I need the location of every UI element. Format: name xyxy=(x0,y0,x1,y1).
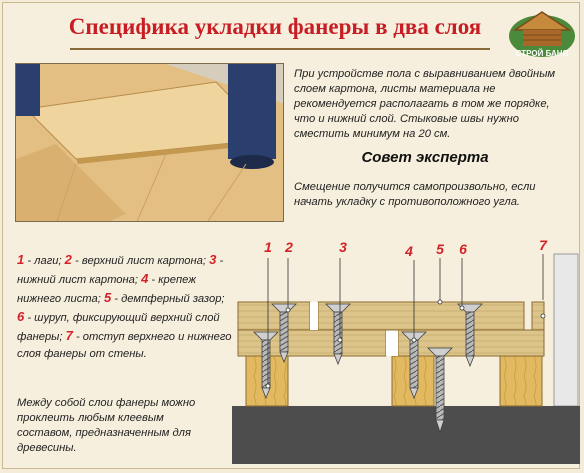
legend-num: 5 xyxy=(103,290,112,305)
diagram-label: 7 xyxy=(539,237,547,253)
diagram-label: 2 xyxy=(285,239,293,255)
brand-logo xyxy=(505,6,579,60)
joist xyxy=(500,356,542,406)
damper-gap xyxy=(386,330,398,356)
legend-num: 6 xyxy=(17,309,25,324)
page-title: Специфика укладки фанеры в два слоя xyxy=(68,14,482,39)
diagram-label: 1 xyxy=(264,239,272,255)
legend-text: - отступ верхнего и нижнего слоя фанеры от стены. xyxy=(17,331,232,360)
logo-text: СТРОЙ БАНЯ xyxy=(515,49,569,58)
layout-paragraph: При устройстве пола с выравниванием двойным слоем картона, листы материала не рекомендуется располагать в том же порядке, что и нижний слой. Стыковые швы нужно сместить минимум на 20 см. xyxy=(294,68,556,140)
legend-num: 4 xyxy=(141,271,149,286)
legend-num: 2 xyxy=(64,252,72,267)
legend-num: 1 xyxy=(17,252,25,267)
legend-num: 7 xyxy=(65,328,73,343)
diagram-label: 3 xyxy=(339,239,347,255)
floor-photo xyxy=(15,63,284,222)
concrete-floor xyxy=(232,406,580,464)
legend-text: - шуруп, фиксирующий верхний слой фанеры; xyxy=(17,312,220,343)
legend-text: - лаги; xyxy=(24,255,65,267)
wall xyxy=(554,254,578,406)
diagram-label: 6 xyxy=(459,241,467,257)
layer-diagram xyxy=(232,236,580,464)
legend-text: - демпферный зазор; xyxy=(111,293,225,305)
expert-advice-text: Смещение получится самопроизвольно, если начать укладку с противоположного угла. xyxy=(294,181,536,208)
damper-gap xyxy=(310,302,318,330)
glue-note: Между собой слои фанеры можно проклеить любым клеевым составом, предназначенным для древесины. xyxy=(17,397,196,454)
diagram-label: 4 xyxy=(405,243,413,259)
legend xyxy=(17,251,232,363)
legend-text: - крепеж нижнего листа; xyxy=(17,274,196,305)
title-divider xyxy=(70,48,490,50)
legend-text: - нижний лист картона; xyxy=(17,255,224,286)
diagram-label: 5 xyxy=(436,241,444,257)
legend-num: 3 xyxy=(209,252,217,267)
expert-advice-title: Совет эксперта xyxy=(361,149,489,166)
legend-text: - верхний лист картона; xyxy=(71,255,210,267)
upper-sheet xyxy=(318,302,524,330)
